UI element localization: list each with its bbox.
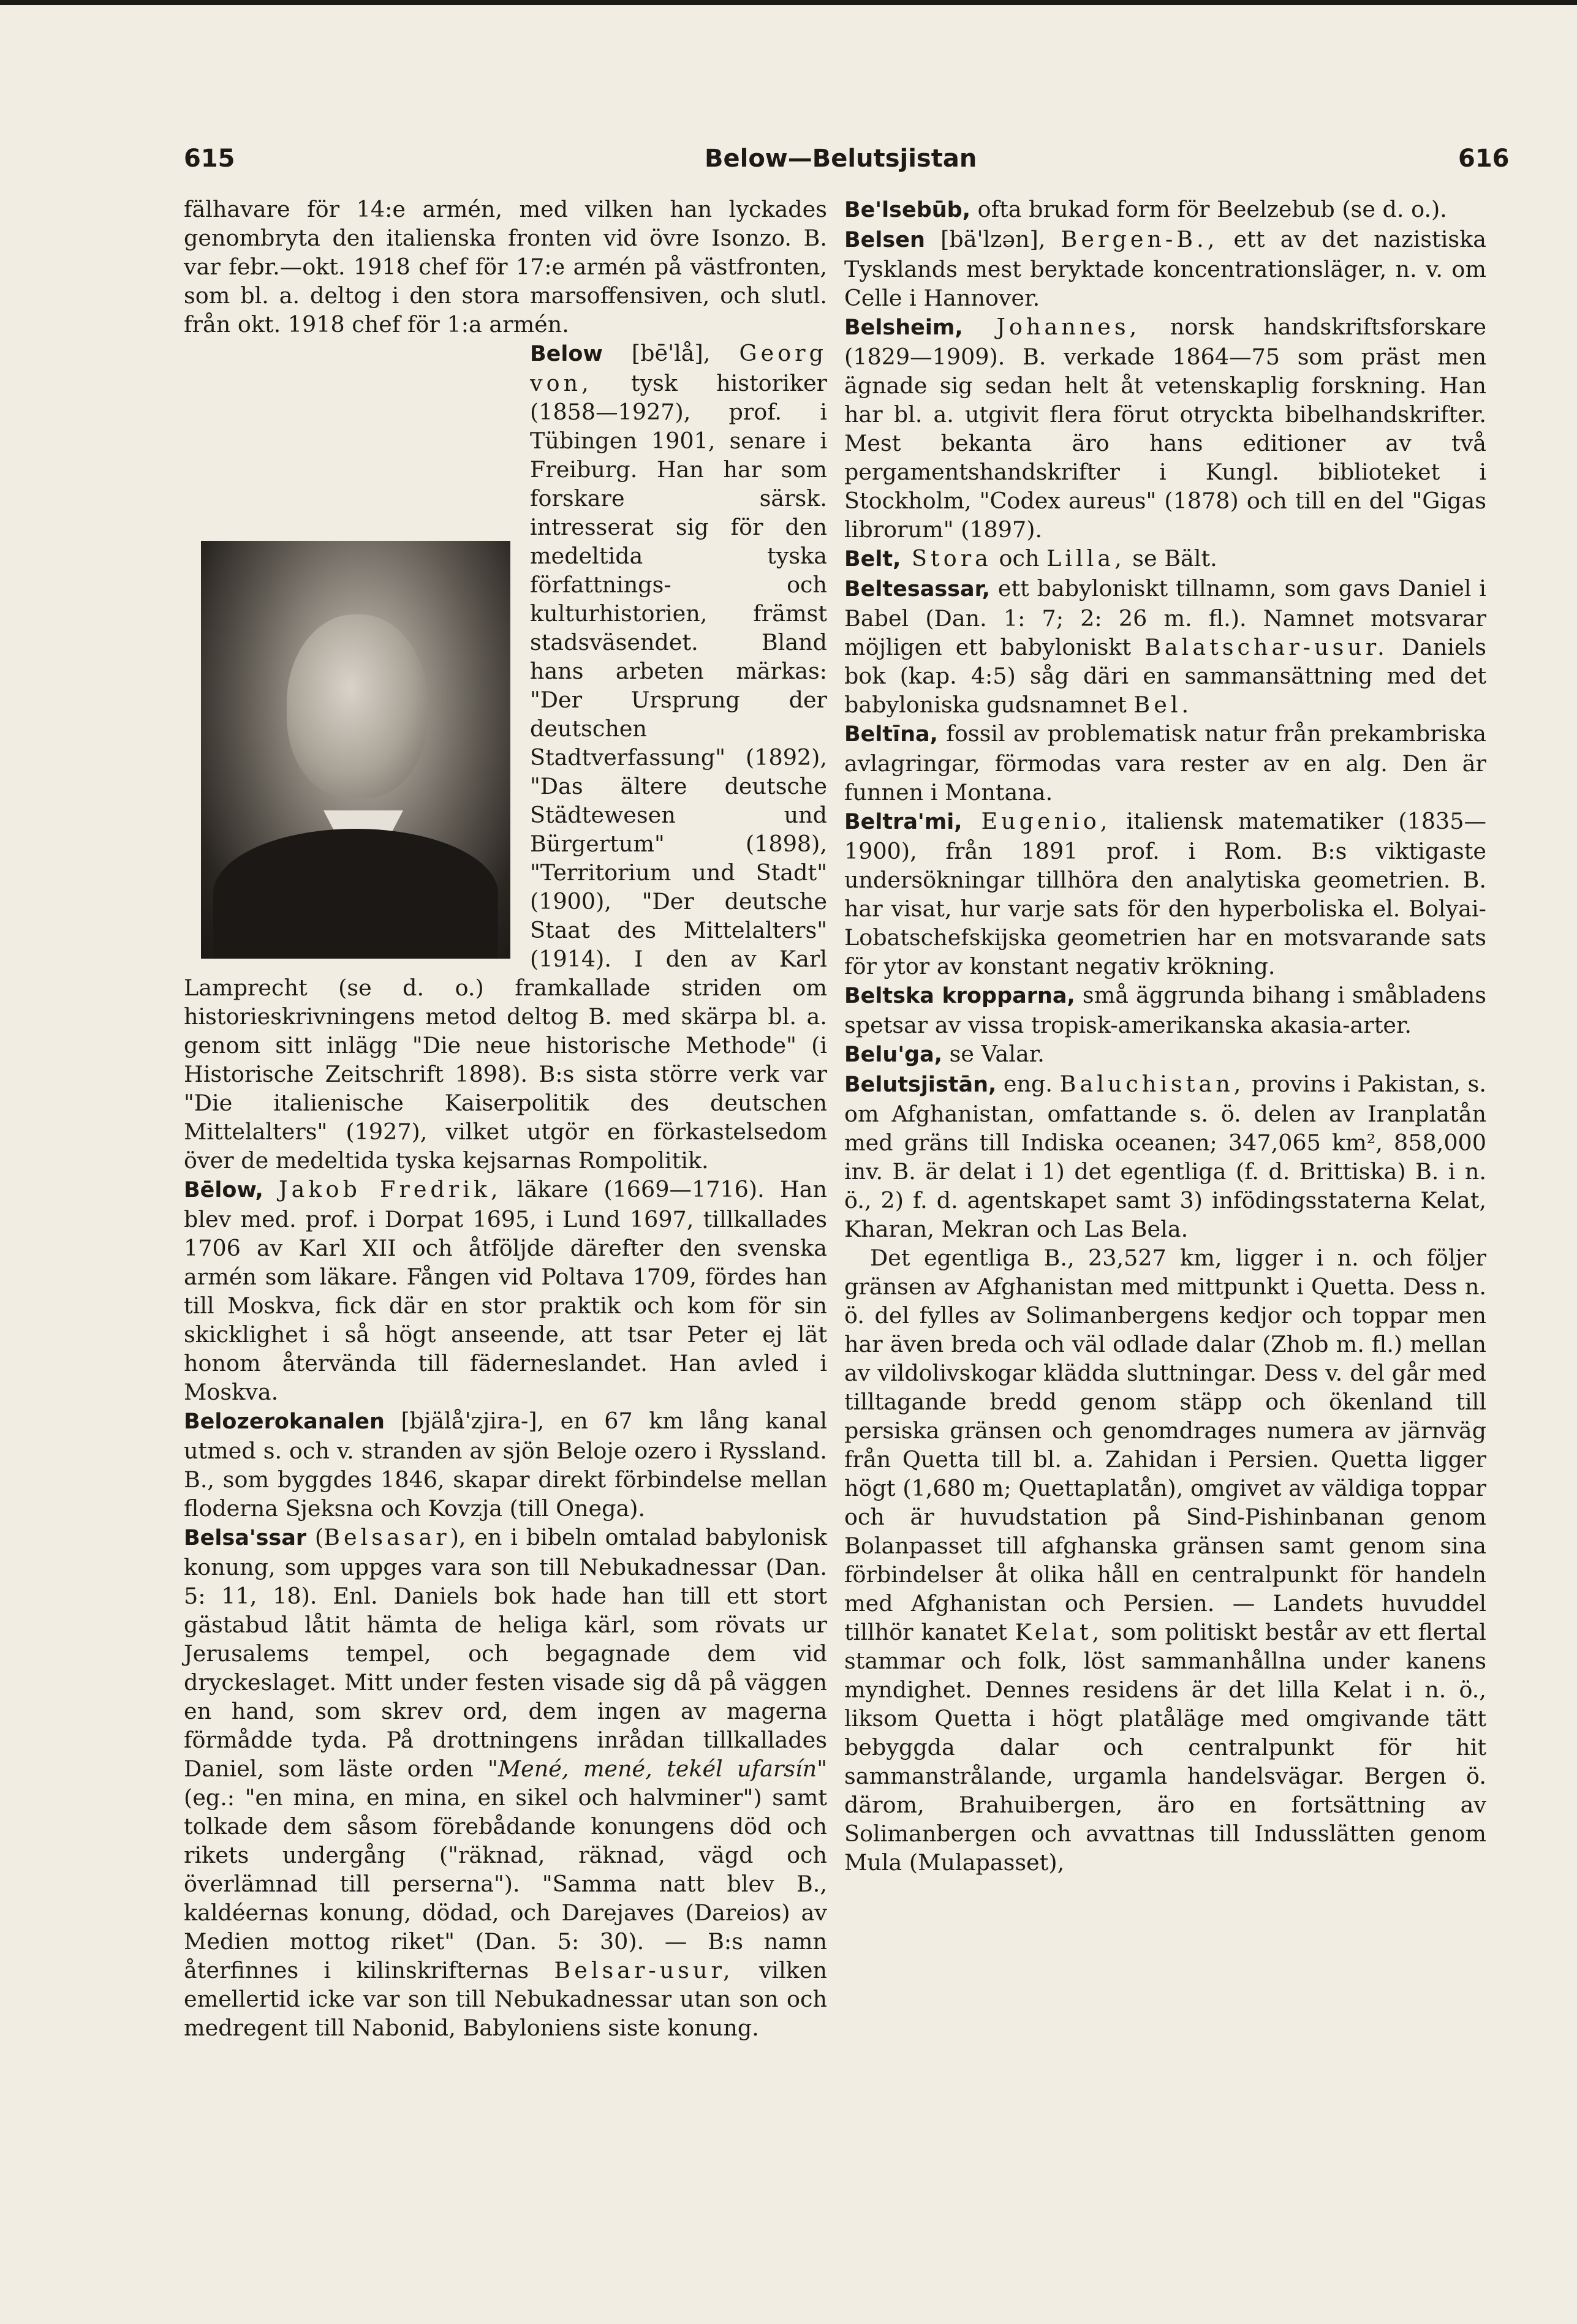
entry-below-jakob xyxy=(184,1175,827,1406)
entry-text-part: ( xyxy=(306,1524,324,1550)
entry-belsheim xyxy=(844,312,1486,544)
entry-text-part: ), en i bibeln omtalad babylonisk konung, som uppges vara son till Nebukadnessar (Dan. 5: 11, 18). Enl. Daniels bok hade han till ett stort gästabud låtit hämta de heliga kärl, som rövats ur Jerusalems tempel, och begagnade dem vid dryckeslaget. Mitt under festen visade sig då på väggen en hand, som skrev ord, dem ingen av magerna förmådde tyda. På drottningens inrådan tillkallades Daniel, som läste orden " xyxy=(184,1524,827,1782)
place-name: Bergen-B., xyxy=(1061,226,1219,252)
entry-belutsjistan-paragraph xyxy=(844,1243,1486,1877)
entry-headword: Belozerokanalen xyxy=(184,1409,385,1434)
person-name: Johannes, xyxy=(962,314,1141,340)
entry-headword: Belu'ga, xyxy=(844,1043,943,1067)
entry-beltina xyxy=(844,719,1486,807)
place-name: Baluchistan, xyxy=(1059,1071,1245,1097)
person-name: Jakob Fredrik, xyxy=(279,1176,502,1202)
entry-text-part: som politiskt består av ett flertal stammar och folk, löst sammanhållna under kanens myndighet. Dennes residens är det lilla Kelat i n. ö., liksom Quetta i högt platåläge med omgivande tätt bebyggda dalar och centralpunkt för hit sammanstrålande, urgamla handelsvägar. Bergen ö. därom, Brahuibergen, äro en fortsättning av Solimanbergen och avvattnas till Indusslätten genom Mula (Mulapasset), xyxy=(844,1619,1486,1876)
inscription-quote: Mené, mené, tekél ufarsín xyxy=(497,1756,817,1782)
entry-text: fossil av problematisk natur från prekambriska avlagringar, förmodas vara rester av en alg. Den är funnen i Montana. xyxy=(844,720,1486,805)
deity-name: Bel. xyxy=(1133,692,1193,718)
entry-headword: Be'lsebūb, xyxy=(844,198,971,222)
entry-text: läkare (1669—1716). Han blev med. prof. i Dorpat 1695, i Lund 1697, tillkallades 1706 av Karl XII och åtföljde därefter den svenska armén som läkare. Fången vid Poltava 1709, fördes han till Moskva, fick där en stor praktik och kom för sin skicklighet i så högt anseende, att tsar Peter ej lät honom återvända till fäderneslandet. Han avled i Moskva. xyxy=(184,1176,827,1405)
entry-text: italiensk matematiker (1835—1900), från 1891 prof. i Rom. B:s viktigaste undersökningar tillhöra den analytiska geometrien. B. har visat, hur varje sats för den hyperboliska el. Bolyai-Lobatschefskijska geometrien har en motsvarande sats för ytor av konstant negativ krökning. xyxy=(844,808,1486,979)
entry-belsen xyxy=(844,225,1486,312)
person-name: Belsar-usur, xyxy=(554,1957,734,1983)
entry-text-part: tysk historiker (1858—1927), prof. i Tübingen 1901, senare i Freiburg. Han har som forskare särsk. intresserat sig för den medeltida tyska författnings- och kulturhistorien, främst stadsväsendet. Bland hans arbeten märkas: "Der Ursprung der deutschen Stadtverfassung" (1892), "Das ältere deutsche Städtewesen und Bürgertum" (1898), "Territorium und Stadt" (1900), "Der deutsche Staat des Mittelalters" (1914). I den av Karl Lamprecht (se d. o.) framkallade striden om historieskrivningens metod deltog B. med skärpa bl. a. genom sitt inlägg "Die neue historische Methode" (i Historische Zeitschrift 1898). B:s sista större verk var "Die italienische Kaiserpolitik des deutschen Mittelalters" (1927), vilket utgör en förkastelsedom över de medeltida tyska kejsarnas Rompolitik. xyxy=(184,370,827,1174)
entry-text: norsk handskriftsforskare (1829—1909). B. verkade 1864—75 som präst men ägnade sig sedan helt åt vetenskaplig forskning. Han har bl. a. utgivit flera förut otryckta bibelhandskrifter. Mest bekanta äro hans editioner av två pergamentshandskrifter i Kungl. biblioteket i Stockholm, "Codex aureus" (1878) och till en del "Gigas librorum" (1897). xyxy=(844,314,1486,543)
entry-headword: Belutsjistān, xyxy=(844,1073,997,1097)
entry-text-part: " (eg.: "en mina, en mina, en sikel och halvminer") samt tolkade dem såsom förebådande konungens död och rikets undergång ("räknad, räknad, vägd och överlämnad till perserna"). "Samma natt blev B., kaldéernas konung, dödad, och Darejaves (Dareios) av Medien mottog riket" (Dan. 5: 30). — B:s namn återfinnes i kilinskrifternas xyxy=(184,1756,827,1983)
person-name: Belsasar xyxy=(323,1524,450,1550)
entry-headword: Belt, xyxy=(844,547,901,572)
entry-headword: Beltra'mi, xyxy=(844,810,962,834)
entry-text-part: vilken emellertid icke var son till Nebukadnessar utan son och medregent till Nabonid, Babyloniens siste konung. xyxy=(184,1957,827,2041)
running-title: Below—Belutsjistan xyxy=(705,145,977,173)
entry-belutsjistan xyxy=(844,1070,1486,1243)
entry-text-part: Daniels bok (kap. 4:5) såg däri en sammansättning med det babyloniska gudsnamnet xyxy=(844,634,1486,718)
entry-text: [bjälå'zjira-], en 67 km lång kanal utmed s. och v. stranden av sjön Beloje ozero i Ryssland. B., som byggdes 1846, skapar direkt förbindelse mellan floderna Sjeksna och Kovzja (till Onega). xyxy=(184,1408,827,1522)
entry-beltska-kropparna xyxy=(844,981,1486,1039)
entry-text-part: eng. xyxy=(996,1071,1060,1097)
entry-beltrami xyxy=(844,807,1486,981)
entry-headword: Belsa'ssar xyxy=(184,1526,307,1550)
entry-text-part: ett babyloniskt tillnamn, som gavs Daniel i Babel (Dan. 1: 7; 2: 26 m. fl.). Namnet motsvarar möjligen ett babyloniskt xyxy=(844,575,1486,660)
portrait-photo xyxy=(201,541,510,959)
entry-belozerokanalen xyxy=(184,1406,827,1523)
entry-beltesassar xyxy=(844,574,1486,719)
pronunciation: [bä'lzən], xyxy=(925,226,1061,252)
entry-headword: Beltesassar, xyxy=(844,577,991,602)
entry-headword: Beltīna, xyxy=(844,722,938,747)
top-rule xyxy=(0,0,1577,5)
place-name: Stora xyxy=(901,545,992,572)
entry-text-part: Det egentliga B., 23,527 km, ligger i n. och följer gränsen av Afghanistan med mittpunkt i Quetta. Dess n. ö. del fylles av Solimanbergens kedjor och toppar men har även breda och väl odlade dalar (Zhob m. fl.) mellan av vildolivskogar klädda sluttningar. Dess v. del går med tilltagande bredd genom stäpp och ökenland till persiska gränsen och genomdrages numera av järnväg från Quetta till bl. a. Zahidan i Persien. Quetta ligger högt (1,680 m; Quettaplatån), omgivet av väldiga toppar och är huvudstation på Sind-Pishinbanan genom Bolanpasset till afghanska gränsen samt genom sina förbindelser åt olika håll en centralpunkt för handeln med Afghanistan och Persien. — Landets huvuddel tillhör kanatet xyxy=(844,1245,1486,1645)
entry-belsassar xyxy=(184,1523,827,2042)
entry-headword: Below xyxy=(530,342,603,366)
entry-belt xyxy=(844,544,1486,574)
entry-headword: Beltska kropparna, xyxy=(844,984,1075,1008)
entry-beelsebub xyxy=(844,195,1486,225)
entry-headword: Bēlow, xyxy=(184,1178,263,1202)
entry-text: ett av det nazistiska Tysklands mest beryktade koncentrationsläger, n. v. om Celle i Hannover. xyxy=(844,226,1487,311)
entry-headword: Belsen xyxy=(844,228,925,252)
portrait-coat xyxy=(213,829,498,959)
entry-text: se Valar. xyxy=(942,1041,1045,1067)
person-name: Balatschar-usur. xyxy=(1144,634,1388,660)
right-column xyxy=(844,195,1486,1877)
left-column xyxy=(184,195,827,2042)
entry-beluga xyxy=(844,1039,1486,1070)
page-number-right: 616 xyxy=(1458,145,1510,173)
pronunciation: [bē'lå], xyxy=(602,340,739,366)
person-name: Georg von, xyxy=(530,340,827,396)
entry-headword: Belsheim, xyxy=(844,315,963,340)
entry-text: se Bält. xyxy=(1125,545,1217,572)
entry-text: ofta brukad form för Beelzebub (se d. o.). xyxy=(970,196,1447,222)
entry-text: små äggrunda bihang i småbladens spetsar av vissa tropisk-amerikanska akasia-arter. xyxy=(844,982,1486,1038)
portrait-face xyxy=(287,614,428,798)
page-number-left: 615 xyxy=(184,145,235,173)
place-name: Lilla, xyxy=(1046,545,1125,572)
entry-text: provins i Pakistan, s. om Afghanistan, omfattande s. ö. delen av Iranplatån med gräns till Indiska oceanen; 347,065 km², 858,000 inv. B. är delat i 1) det egentliga (f. d. Brittiska) B. i n. ö., 2) f. d. agentskapet samt 3) infödingsstaterna Kelat, Kharan, Mekran och Las Bela. xyxy=(844,1071,1486,1242)
place-name: Kelat, xyxy=(1015,1619,1103,1645)
person-name: Eugenio, xyxy=(962,808,1111,834)
entry-continuation: fälhavare för 14:e armén, med vilken han lyckades genombryta den italienska fronten vid övre Isonzo. B. var febr.—okt. 1918 chef för 17:e armén på västfronten, som bl. a. deltog i den stora marsoffensiven, och slutl. från okt. 1918 chef för 1:a armén. xyxy=(184,196,827,338)
entry-text-part: och xyxy=(991,545,1047,572)
